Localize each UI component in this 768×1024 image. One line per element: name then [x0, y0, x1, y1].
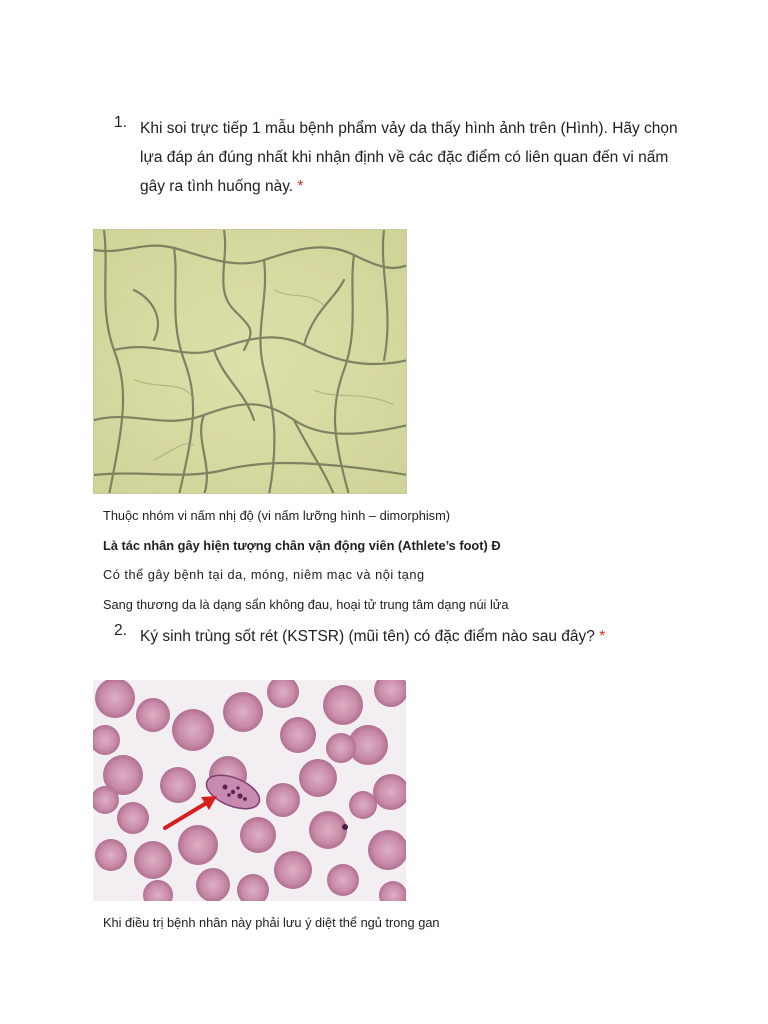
answer-option[interactable]: Có thể gây bệnh tại da, móng, niêm mạc và nội tạng: [103, 567, 425, 582]
question-number: 1.: [114, 114, 127, 131]
answer-option[interactable]: Thuộc nhóm vi nấm nhị độ (vi nấm lưỡng hình – dimorphism): [103, 508, 450, 523]
answer-option[interactable]: Sang thương da là dạng sẩn không đau, hoại tử trung tâm dạng núi lửa: [103, 597, 509, 612]
question-prompt: Khi soi trực tiếp 1 mẫu bệnh phẩm vảy da thấy hình ảnh trên (Hình). Hãy chọn lựa đáp án đúng nhất khi nhận định về các đặc điểm có liên quan đến vi nấm gây ra tình huống này.: [140, 120, 678, 195]
question-text: [140, 114, 680, 201]
question-number: 2.: [114, 622, 127, 639]
answer-option[interactable]: Khi điều trị bệnh nhân này phải lưu ý diệt thể ngủ trong gan: [103, 915, 440, 930]
hyphae-micrograph: [94, 230, 407, 494]
question-text: [140, 622, 700, 651]
blood-smear-micrograph: [93, 680, 406, 901]
required-asterisk: *: [297, 178, 304, 195]
fungal-hyphae-image: [93, 229, 407, 494]
question-prompt: Ký sinh trùng sốt rét (KSTSR) (mũi tên) có đặc điểm nào sau đây?: [140, 628, 595, 645]
answer-option-correct[interactable]: Là tác nhân gây hiện tượng chân vận động viên (Athlete’s foot) Đ: [103, 538, 501, 553]
malaria-smear-image: [93, 680, 406, 901]
required-asterisk: *: [599, 628, 606, 645]
